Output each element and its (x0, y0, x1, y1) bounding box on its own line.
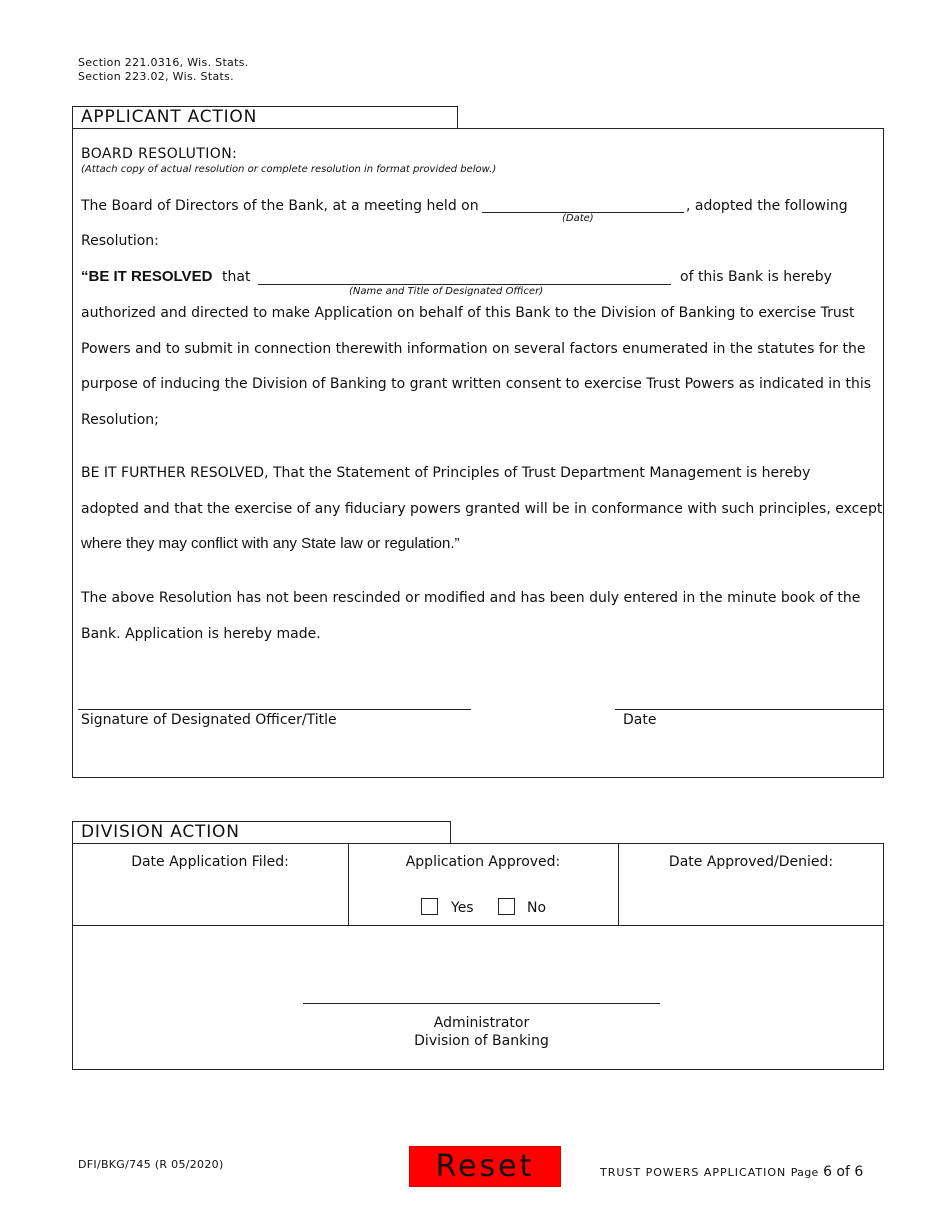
paragraph-line: Powers and to submit in connection therewith information on several factors enumerated in the statutes for the (81, 340, 866, 357)
be-it-resolved: “BE IT RESOLVED (81, 268, 213, 285)
yes-label: Yes (451, 900, 474, 916)
division-action-title: DIVISION ACTION (72, 821, 451, 844)
footer-title (600, 1164, 863, 1180)
app-title: TRUST POWERS APPLICATION (600, 1166, 787, 1179)
applicant-action-title: APPLICANT ACTION (72, 106, 458, 129)
attach-note: (Attach copy of actual resolution or complete resolution in format provided below.) (81, 164, 497, 175)
paragraph-line: The above Resolution has not been rescinded or modified and has been duly entered in the minute book of the (81, 590, 861, 606)
paragraph-line: adopted and that the exercise of any fiduciary powers granted will be in conformance with such principles, except (81, 500, 883, 517)
no-label: No (527, 900, 547, 916)
division-divider (72, 925, 884, 926)
meeting-suffix-text: , adopted the following (686, 198, 848, 214)
form-number: DFI/BKG/745 (R 05/2020) (78, 1158, 224, 1171)
date-filed-label: Date Application Filed: (131, 854, 289, 870)
date-approved-label: Date Approved/Denied: (668, 854, 834, 870)
page-word: Page (790, 1166, 819, 1179)
date-caption: (Date) (562, 213, 594, 224)
paragraph-line: BE IT FURTHER RESOLVED, That the Statement of Principles of Trust Department Management is hereby (81, 465, 811, 481)
statute-reference-2: Section 223.02, Wis. Stats. (78, 70, 234, 83)
reset-button[interactable]: Reset (409, 1146, 561, 1187)
board-resolution-heading: BOARD RESOLUTION: (81, 146, 238, 162)
yes-checkbox[interactable] (421, 898, 438, 915)
meeting-text: The Board of Directors of the Bank, at a meeting held on (81, 198, 479, 214)
administrator-signature-field[interactable] (303, 1003, 660, 1004)
applicant-action-section (72, 128, 884, 778)
designated-officer-field[interactable] (258, 284, 671, 285)
resolution-word: Resolution: (81, 233, 159, 249)
date-label: Date (623, 712, 657, 728)
page-number: 6 of 6 (823, 1164, 864, 1180)
signature-label: Signature of Designated Officer/Title (81, 712, 337, 728)
paragraph-line: purpose of inducing the Division of Banking to grant written consent to exercise Trust Powers as indicated in this (81, 376, 872, 393)
paragraph-line: Resolution; (81, 411, 159, 428)
paragraph-line: Bank. Application is hereby made. (81, 625, 321, 642)
administrator-label: Administrator (433, 1015, 530, 1031)
resolution-paragraph-2 (81, 464, 883, 571)
paragraph-line: authorized and directed to make Application on behalf of this Bank to the Division of Banking to exercise Trust (81, 305, 855, 321)
officer-caption: (Name and Title of Designated Officer) (349, 286, 544, 297)
statute-reference-1: Section 221.0316, Wis. Stats. (78, 56, 249, 69)
paragraph-line: where they may conflict with any State law or regulation.” (81, 535, 460, 553)
resolved-that: that (222, 269, 251, 285)
no-checkbox[interactable] (498, 898, 515, 915)
signature-field[interactable] (78, 709, 471, 710)
resolution-paragraph-1 (81, 304, 871, 446)
resolved-suffix: of this Bank is hereby (680, 269, 832, 285)
division-of-banking-label: Division of Banking (414, 1033, 549, 1049)
application-approved-label: Application Approved: (405, 854, 561, 870)
signature-date-field[interactable] (615, 709, 883, 710)
resolution-paragraph-3 (81, 589, 871, 660)
